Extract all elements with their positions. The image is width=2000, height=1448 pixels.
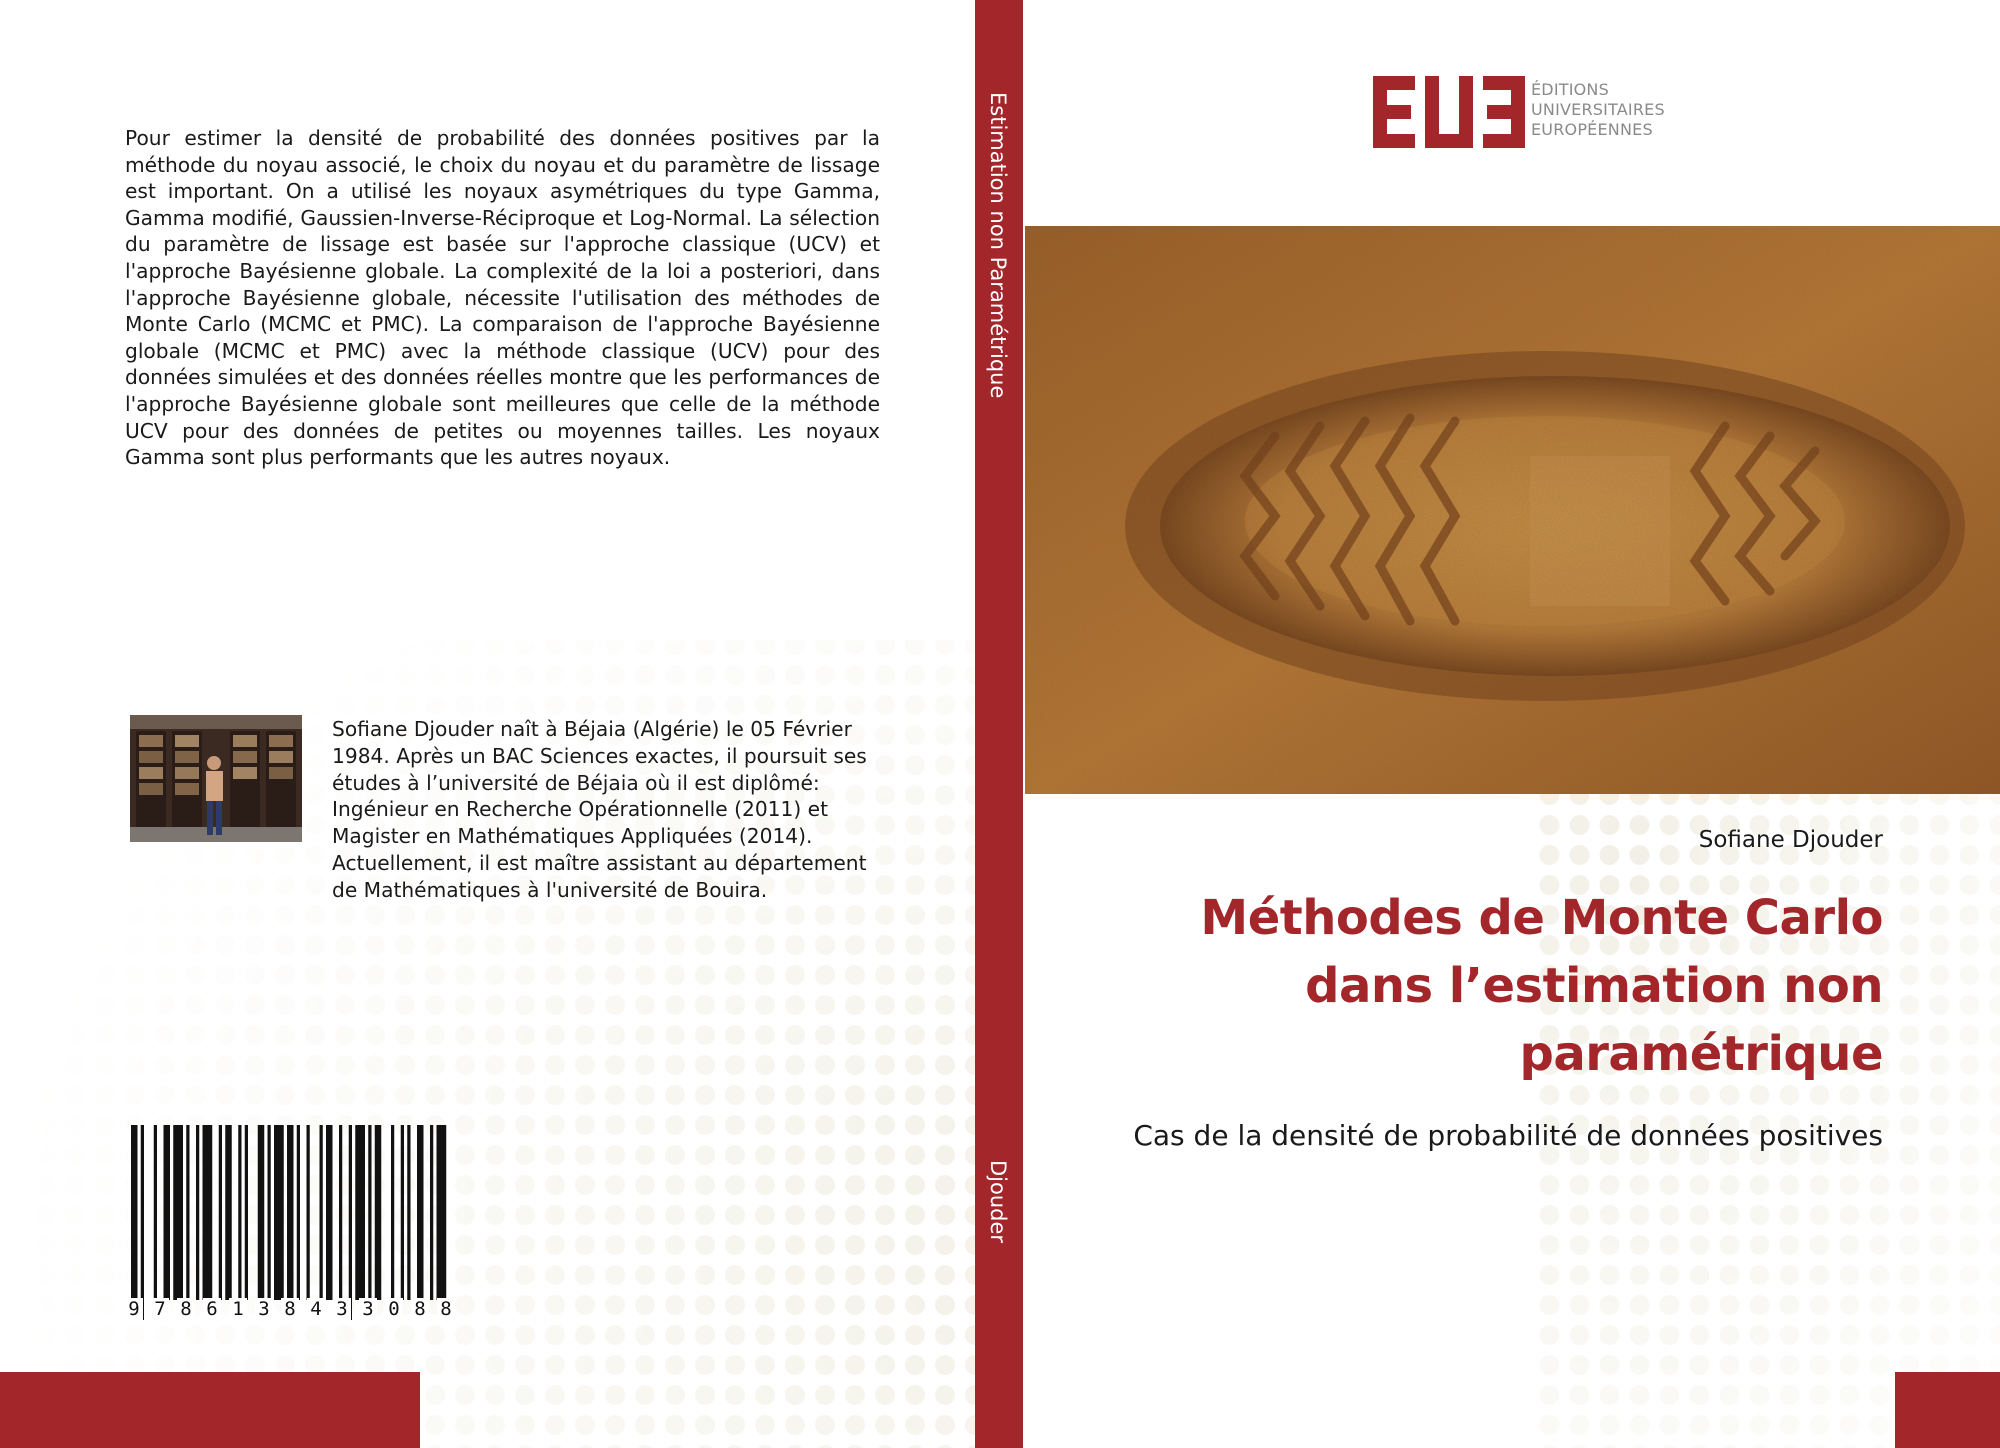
spine-author: Djouder — [986, 1160, 1010, 1244]
barcode-bar — [320, 1125, 323, 1300]
isbn-digit: 3 — [359, 1298, 377, 1320]
barcode-bar — [349, 1125, 352, 1320]
barcode-bar — [238, 1125, 241, 1300]
barcode-bar — [355, 1125, 365, 1300]
barcode-bar — [430, 1125, 433, 1300]
barcode-bar — [141, 1125, 144, 1320]
isbn-digit: 7 — [151, 1298, 169, 1320]
back-cover-blurb: Pour estimer la densité de probabilité des données positives par la méthode du noyau associé, le choix du noyau et du paramètre de lissage est important. On a utilisé les noyaux asymétriques du type Gamma, Gamma modifié, Gaussien-Inverse-Réciproque et Log-Normal. La sélection du paramètre de lissage est basée sur l'approche classique (UCV) et l'approche Bayésienne globale. La complexité de la loi a posteriori, dans l'approche Bayésienne globale, nécessite l'utilisation des méthodes de Monte Carlo (MCMC et PMC). La comparaison de l'approche Bayésienne globale (MCMC et PMC) avec la méthode classique (UCV) pour des données simulées et des données réelles montre que les performances de l'approche Bayésienne globale sont meilleures que celle de la méthode UCV pour des données de petites ou moyennes tailles. Les noyaux Gamma sont plus performants que les autres noyaux. — [125, 126, 880, 470]
barcode-bar — [219, 1125, 222, 1300]
isbn-digit: 3 — [333, 1298, 351, 1320]
barcode-bar — [164, 1125, 171, 1300]
barcode-bar — [154, 1125, 157, 1300]
back-cover — [0, 0, 975, 1448]
barcode-bar — [258, 1125, 265, 1300]
barcode-bar — [287, 1125, 294, 1300]
cover-photo-footprint-in-sand — [1025, 226, 2000, 794]
isbn-digit: 8 — [411, 1298, 429, 1320]
eue-logo-icon — [1373, 76, 1525, 148]
publisher-line: ÉDITIONS — [1531, 80, 1609, 99]
barcode-bar — [173, 1125, 183, 1300]
barcode-bar — [391, 1125, 394, 1300]
book-subtitle: Cas de la densité de probabilité de données positives — [1133, 1119, 1883, 1152]
isbn-digits — [125, 1298, 455, 1320]
barcode-bar — [326, 1125, 333, 1300]
book-title: Méthodes de Monte Carlo dans l’estimation non paramétrique — [1200, 890, 1883, 1082]
publisher-line: UNIVERSITAIRES — [1531, 100, 1665, 119]
barcode-bar — [368, 1125, 371, 1300]
barcode-bar — [297, 1125, 300, 1300]
barcode-bar — [268, 1125, 271, 1300]
isbn-barcode — [125, 1125, 455, 1320]
barcode-bar — [196, 1125, 199, 1300]
barcode-bar — [407, 1125, 410, 1300]
barcode-bar — [186, 1125, 189, 1300]
isbn-digit: 0 — [385, 1298, 403, 1320]
publisher-line: EUROPÉENNES — [1531, 120, 1653, 139]
isbn-digit: 1 — [229, 1298, 247, 1320]
isbn-digit: 9 — [125, 1298, 143, 1320]
isbn-digit: 4 — [307, 1298, 325, 1320]
front-author-name: Sofiane Djouder — [1698, 827, 1883, 853]
front-cover-red-band — [1895, 1372, 2000, 1448]
barcode-bar — [307, 1125, 310, 1300]
book-spine — [975, 0, 1023, 1448]
back-cover-red-band — [0, 1372, 420, 1448]
barcode-bar — [339, 1125, 342, 1320]
barcode-bar — [203, 1125, 213, 1300]
barcode-bar — [437, 1125, 447, 1300]
isbn-digit: 6 — [203, 1298, 221, 1320]
author-photo — [130, 715, 302, 842]
barcode-bar — [401, 1125, 404, 1300]
isbn-digit: 3 — [255, 1298, 273, 1320]
isbn-digit: 8 — [281, 1298, 299, 1320]
barcode-bar — [274, 1125, 284, 1300]
barcode-bar — [131, 1125, 138, 1320]
barcode-bar — [417, 1125, 424, 1300]
author-biography: Sofiane Djouder naît à Béjaia (Algérie) le 05 Février 1984. Après un BAC Sciences exactes, il poursuit ses études à l’université de Béjaia où il est diplômé: Ingénieur en Recherche Opérationnelle (2011) et Magister en Mathématiques Appliquées (2014). Actuellement, il est maître assistant au département de Mathématiques à l'université de Bouira. — [332, 717, 867, 902]
barcode-bar — [375, 1125, 382, 1300]
publisher-name — [1531, 80, 1665, 140]
barcode-bar — [245, 1125, 248, 1300]
barcode-bar — [225, 1125, 232, 1300]
spine-title: Estimation non Paramétrique — [986, 92, 1010, 399]
isbn-digit: 8 — [177, 1298, 195, 1320]
isbn-digit: 8 — [437, 1298, 455, 1320]
